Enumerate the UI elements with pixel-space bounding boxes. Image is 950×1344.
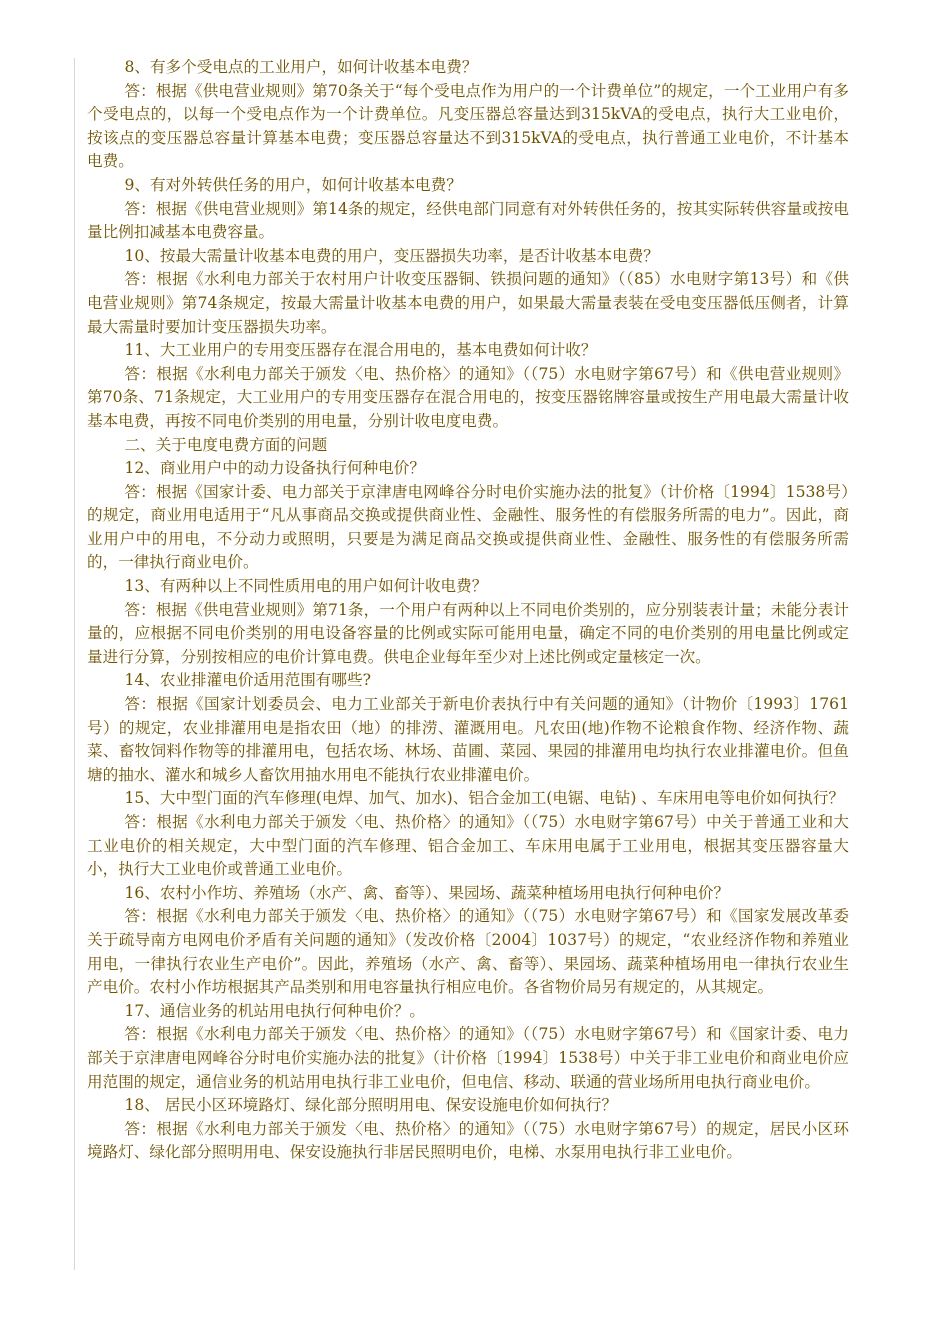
question-18: 18、 居民小区环境路灯、绿化部分照明用电、保安设施电价如何执行？ bbox=[124, 1096, 618, 1115]
question-11: 11、大工业用户的专用变压器存在混合用电的，基本电费如何计收？ bbox=[124, 341, 597, 360]
answer-13: 答：根据《供电营业规则》第71条，一个用户有两种以上不同电价类别的，应分别装表计量；未能分表计量的，应根据不同电价类别的用电设备容量的比例或实际可能用电量，确定不同的电价类别的用电量比例或定量进行分算，分别按相应的电价计算电费。供电企业每年至少对上述比例或定量核定一次。 bbox=[87, 600, 849, 666]
question-9: 9、有对外转供任务的用户，如何计收基本电费？ bbox=[124, 175, 462, 194]
question-12: 12、商业用户中的动力设备执行何种电价？ bbox=[124, 459, 425, 478]
answer-11: 答：根据《水利电力部关于颁发〈电、热价格〉的通知》（（75）水电财字第67号）和《供电营业规则》第70条、71条规定，大工业用户的专用变压器存在混合用电的，按变压器铭牌容量或按生产用电最大需量计收基本电费，再按不同电价类别的用电量，分别计收电度电费。 bbox=[87, 364, 849, 430]
answer-18: 答：根据《水利电力部关于颁发〈电、热价格〉的通知》（（75）水电财字第67号）的规定，居民小区环境路灯、绿化部分照明用电、保安设施执行非居民照明电价，电梯、水泵用电执行非工业电价。 bbox=[87, 1119, 849, 1162]
answer-16: 答：根据《水利电力部关于颁发〈电、热价格〉的通知》（（75）水电财字第67号）和《国家发展改革委关于疏导南方电网电价矛盾有关问题的通知》（发改价格〔2004〕1037号）的规定，“农业经济作物和养殖业用电，一律执行农业生产电价”。因此，养殖场（水产、禽、畜等）、果园场、蔬菜种植场用电一律执行农业生产电价。农村小作坊根据其产品类别和用电容量执行相应电价。各省物价局另有规定的，从其规定。 bbox=[87, 907, 849, 997]
question-13: 13、有两种以上不同性质用电的用户如何计收电费？ bbox=[124, 577, 488, 596]
question-17: 17、通信业务的机站用电执行何种电价？。 bbox=[124, 1001, 425, 1020]
answer-8: 答：根据《供电营业规则》第70条关于“每个受电点作为用户的一个计费单位”的规定，一个工业用户有多个受电点的，以每一个受电点作为一个计费单位。凡变压器总容量达到315kVA的受电点，执行大工业电价，按该点的变压器总容量计算基本电费；变压器总容量达不到315kVA的受电点，执行普通工业电价，不计基本电费。 bbox=[87, 81, 849, 171]
answer-17: 答：根据《水利电力部关于颁发〈电、热价格〉的通知》（（75）水电财字第67号）和《国家计委、电力部关于京津唐电网峰谷分时电价实施办法的批复》（计价格〔1994〕1538号）中关于非工业电价和商业电价应用范围的规定，通信业务的机站用电执行非工业电价，但电信、移动、联通的营业场所用电执行商业电价。 bbox=[87, 1025, 849, 1091]
answer-12: 答：根据《国家计委、电力部关于京津唐电网峰谷分时电价实施办法的批复》（计价格〔1994〕1538号）的规定，商业用电适用于“凡从事商品交换或提供商业性、金融性、服务性的有偿服务所需的电力”。因此，商业用户中的用电，不分动力或照明，只要是为满足商品交换或提供商业性、金融性、服务性的有偿服务所需的，一律执行商业电价。 bbox=[87, 482, 849, 572]
left-margin-rule bbox=[74, 58, 75, 1270]
answer-15: 答：根据《水利电力部关于颁发〈电、热价格〉的通知》（（75）水电财字第67号）中关于普通工业和大工业电价的相关规定，大中型门面的汽车修理、铝合金加工、车床用电属于工业用电，根据其变压器容量大小，执行大工业电价或普通工业电价。 bbox=[87, 813, 849, 879]
section-heading: 二、关于电度电费方面的问题 bbox=[124, 435, 328, 454]
question-14: 14、农业排灌电价适用范围有哪些? bbox=[124, 671, 371, 690]
question-16: 16、农村小作坊、养殖场（水产、禽、畜等）、果园场、蔬菜种植场用电执行何种电价？ bbox=[124, 883, 730, 902]
question-15: 15、大中型门面的汽车修理(电焊、加气、加水)、铝合金加工(电锯、电钻) 、车床用电等电价如何执行？ bbox=[124, 789, 845, 808]
document-body bbox=[87, 56, 849, 1165]
question-10: 10、按最大需量计收基本电费的用户，变压器损失功率，是否计收基本电费？ bbox=[124, 246, 659, 265]
answer-9: 答：根据《供电营业规则》第14条的规定，经供电部门同意有对外转供任务的，按其实际转供容量或按电量比例扣减基本电费容量。 bbox=[87, 199, 849, 242]
answer-10: 答：根据《水利电力部关于农村用户计收变压器铜、铁损问题的通知》（（85）水电财字第13号）和《供电营业规则》第74条规定，按最大需量计收基本电费的用户，如果最大需量表装在受电变压器低压侧者，计算最大需量时要加计变压器损失功率。 bbox=[87, 270, 849, 336]
answer-14: 答：根据《国家计划委员会、电力工业部关于新电价表执行中有关问题的通知》（计物价〔1993〕1761号）的规定，农业排灌用电是指农田（地）的排涝、灌溉用电。凡农田(地)作物不论粮食作物、经济作物、蔬菜、畜牧饲料作物等的排灌用电，包括农场、林场、苗圃、菜园、果园的排灌用电均执行农业排灌电价。但鱼塘的抽水、灌水和城乡人畜饮用抽水用电不能执行农业排灌电价。 bbox=[87, 695, 849, 784]
question-8: 8、有多个受电点的工业用户，如何计收基本电费？ bbox=[124, 58, 478, 76]
